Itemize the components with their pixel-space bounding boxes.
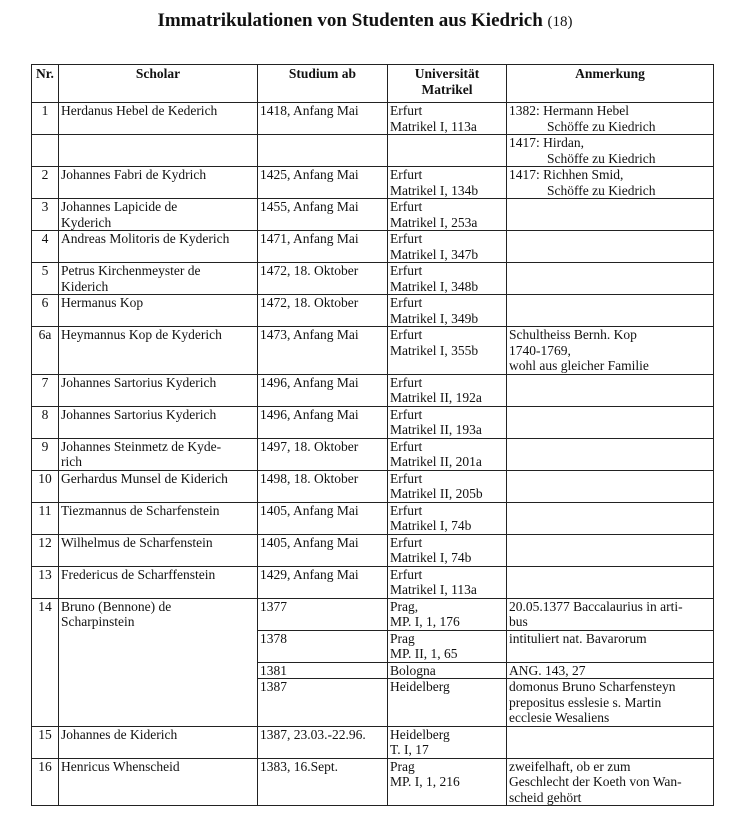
cell-universitaet [388,103,507,135]
cell-universitaet [388,231,507,263]
cell-anmerkung [507,438,714,470]
cell-nr [32,758,59,806]
cell-nr-line: 2 [41,167,49,182]
cell-studium [258,438,388,470]
cell-scholar-line: Scharpinstein [61,614,135,629]
cell-universitaet-line: Heidelberg [390,726,450,742]
header-nr: Nr. [32,65,59,103]
cell-anmerkung-line: wohl aus gleicher Familie [509,358,649,373]
cell-anmerkung-line: 1382: Hermann Hebel [509,103,629,118]
cell-universitaet-line: Bologna [390,662,436,678]
cell-scholar-line: Wilhelmus de Scharfenstein [61,534,213,550]
cell-anmerkung [507,679,714,727]
cell-scholar [59,231,258,263]
title-text: Immatrikulationen von Studenten aus Kiedrich [157,10,543,31]
cell-anmerkung-line: 1740-1769, [509,342,571,358]
cell-anmerkung-line: Geschlecht der Koeth von Wan- [509,774,682,789]
table-row [32,758,714,806]
cell-scholar-line: Bruno (Bennone) de [61,598,172,614]
cell-anmerkung-line: Schöffe zu Kiedrich [547,118,656,134]
cell-universitaet-line: Erfurt [390,103,423,118]
cell-nr-line: 13 [38,566,52,582]
table-row [32,534,714,566]
cell-nr [32,231,59,263]
cell-scholar [59,502,258,534]
cell-universitaet [388,679,507,727]
cell-scholar-line: Kiderich [61,278,109,294]
table-row [32,295,714,327]
cell-anmerkung [507,726,714,758]
cell-studium-line: 1497, 18. Oktober [260,438,359,454]
cell-studium-line: 1496, Anfang Mai [260,406,359,422]
cell-universitaet-line: Matrikel I, 74b [390,518,472,533]
cell-nr [32,295,59,327]
cell-studium [258,470,388,502]
page-title [0,10,730,32]
cell-anmerkung-line: scheid gehört [509,789,582,805]
cell-nr [32,374,59,406]
cell-universitaet-line: Matrikel I, 113a [390,582,477,597]
cell-universitaet-line: Erfurt [390,470,423,486]
cell-universitaet-line: Matrikel II, 193a [390,422,482,437]
cell-universitaet [388,167,507,199]
cell-anmerkung [507,470,714,502]
cell-scholar-line: Andreas Molitoris de Kyderich [61,231,230,246]
cell-anmerkung-line: Schöffe zu Kiedrich [547,150,656,166]
cell-studium-line: 1383, 16.Sept. [260,758,339,774]
cell-nr-line: 8 [41,406,49,422]
cell-scholar-line: Gerhardus Munsel de Kiderich [61,470,228,486]
cell-universitaet-line: Erfurt [390,263,423,278]
cell-nr-line: 7 [41,374,49,390]
cell-scholar-line: Petrus Kirchenmeyster de [61,263,201,278]
cell-universitaet-line: Erfurt [390,327,423,342]
cell-anmerkung-line [509,535,711,551]
cell-anmerkung [507,135,714,167]
cell-nr-line: 6a [38,327,52,342]
cell-universitaet [388,758,507,806]
cell-anmerkung [507,103,714,135]
cell-studium [258,630,388,662]
cell-scholar [59,199,258,231]
cell-studium-line: 1381 [260,662,287,678]
cell-anmerkung-line [509,231,711,247]
cell-nr [32,534,59,566]
cell-universitaet-line: Prag [390,758,415,774]
table-row [32,103,714,135]
cell-anmerkung-line [509,439,711,455]
table-row [32,598,714,630]
cell-universitaet [388,470,507,502]
cell-anmerkung [507,502,714,534]
cell-studium-line: 1378 [260,630,287,646]
cell-scholar [59,566,258,598]
cell-scholar-line: Johannes Steinmetz de Kyde- [61,438,222,454]
cell-anmerkung [507,566,714,598]
cell-anmerkung-line [509,263,711,279]
table-body [32,103,714,806]
cell-nr-line: 1 [41,103,49,118]
cell-universitaet-line: Erfurt [390,438,423,454]
cell-studium-line: 1496, Anfang Mai [260,374,359,390]
cell-universitaet [388,295,507,327]
cell-studium-line: 1472, 18. Oktober [260,295,359,310]
cell-nr-line [34,135,56,151]
cell-anmerkung [507,630,714,662]
cell-anmerkung-line [509,727,711,743]
cell-anmerkung-line: zweifelhaft, ob er zum [509,758,631,774]
cell-universitaet-line: Matrikel I, 349b [390,310,479,326]
cell-universitaet-line: T. I, 17 [390,742,429,757]
cell-universitaet-line: Matrikel II, 201a [390,454,482,469]
cell-anmerkung-line: bus [509,614,528,629]
table-row [32,566,714,598]
table-row [32,406,714,438]
cell-nr [32,199,59,231]
cell-studium [258,726,388,758]
cell-nr-line: 6 [41,295,49,310]
cell-studium [258,679,388,727]
table-row [32,502,714,534]
cell-scholar-line: Johannes Sartorius Kyderich [61,374,217,390]
cell-universitaet-line: Matrikel I, 355b [390,342,479,358]
cell-nr [32,327,59,375]
cell-anmerkung [507,662,714,679]
cell-nr [32,726,59,758]
cell-universitaet [388,502,507,534]
cell-scholar-line: Herdanus Hebel de Kederich [61,103,218,118]
cell-studium [258,199,388,231]
cell-studium [258,167,388,199]
cell-studium-line: 1429, Anfang Mai [260,566,359,582]
cell-scholar [59,406,258,438]
cell-scholar [59,167,258,199]
cell-nr-line: 15 [38,726,52,742]
cell-anmerkung [507,406,714,438]
cell-universitaet [388,263,507,295]
cell-universitaet [388,534,507,566]
cell-universitaet [388,374,507,406]
cell-universitaet-line: Erfurt [390,199,423,214]
header-matrikel-label: Matrikel [421,81,473,97]
cell-nr [32,263,59,295]
cell-scholar-line: Kyderich [61,214,112,230]
table-row [32,438,714,470]
cell-scholar-line [61,135,255,151]
cell-anmerkung [507,598,714,630]
cell-universitaet-line: MP. II, 1, 65 [390,646,458,661]
cell-scholar [59,374,258,406]
cell-universitaet-line: Erfurt [390,502,423,518]
cell-anmerkung-line: ANG. 143, 27 [509,662,586,678]
header-scholar: Scholar [59,65,258,103]
cell-universitaet [388,630,507,662]
cell-scholar-line: Hermanus Kop [61,295,144,310]
cell-nr-line: 12 [38,534,52,550]
cell-nr-line: 10 [38,470,52,486]
cell-anmerkung [507,199,714,231]
cell-anmerkung [507,327,714,375]
matriculation-table [31,64,714,806]
cell-universitaet [388,566,507,598]
cell-studium [258,566,388,598]
cell-scholar [59,135,258,167]
cell-nr [32,406,59,438]
cell-universitaet-line: MP. I, 1, 216 [390,774,460,789]
cell-anmerkung [507,167,714,199]
cell-universitaet [388,438,507,470]
header-anmerkung: Anmerkung [507,65,714,103]
cell-studium-line: 1425, Anfang Mai [260,167,359,182]
cell-nr-line: 4 [41,231,49,246]
cell-anmerkung [507,295,714,327]
cell-studium-line: 1498, 18. Oktober [260,470,359,486]
table-row [32,374,714,406]
cell-anmerkung [507,758,714,806]
cell-studium [258,263,388,295]
cell-studium [258,662,388,679]
cell-universitaet-line: MP. I, 1, 176 [390,614,460,629]
cell-universitaet-line: Erfurt [390,167,423,182]
page-number: (18) [547,14,573,30]
cell-anmerkung-line [509,407,711,423]
cell-scholar [59,263,258,295]
cell-anmerkung-line: 1417: Hirdan, [509,135,584,150]
cell-scholar-line: Johannes Lapicide de [61,199,178,214]
cell-studium [258,231,388,263]
cell-studium [258,295,388,327]
cell-studium [258,502,388,534]
cell-scholar [59,438,258,470]
cell-scholar [59,758,258,806]
cell-studium [258,406,388,438]
cell-nr [32,598,59,726]
cell-scholar-line: Heymannus Kop de Kyderich [61,327,222,342]
cell-universitaet-line: Erfurt [390,534,423,550]
cell-universitaet [388,135,507,167]
cell-universitaet [388,406,507,438]
cell-studium [258,374,388,406]
cell-anmerkung [507,374,714,406]
cell-universitaet-line: Erfurt [390,374,423,390]
cell-scholar-line: Henricus Whenscheid [61,758,180,774]
cell-anmerkung-line: domonus Bruno Scharfensteyn [509,679,676,694]
cell-universitaet-line: Erfurt [390,406,423,422]
cell-universitaet-line: Matrikel II, 205b [390,486,483,501]
table-row [32,726,714,758]
cell-studium-line: 1405, Anfang Mai [260,502,359,518]
cell-anmerkung-line: Schultheiss Bernh. Kop [509,327,637,342]
cell-scholar [59,295,258,327]
cell-anmerkung [507,231,714,263]
cell-anmerkung [507,263,714,295]
cell-anmerkung [507,534,714,566]
cell-anmerkung-line: 20.05.1377 Baccalaurius in arti- [509,598,683,614]
cell-studium [258,598,388,630]
cell-studium-line: 1472, 18. Oktober [260,263,359,278]
table-row [32,135,714,167]
cell-studium [258,327,388,375]
table-row [32,263,714,295]
cell-anmerkung-line [509,503,711,519]
cell-studium-line: 1387, 23.03.-22.96. [260,726,366,742]
cell-anmerkung-line: 1417: Richhen Smid, [509,167,624,182]
cell-scholar-line: Johannes Fabri de Kydrich [61,167,207,182]
cell-nr-line: 5 [41,263,49,278]
cell-scholar [59,534,258,566]
cell-universitaet-line: Matrikel I, 74b [390,550,472,565]
cell-nr-line: 16 [38,758,52,774]
cell-anmerkung-line [509,471,711,487]
cell-universitaet-line: Prag, [390,598,419,614]
cell-nr [32,103,59,135]
cell-anmerkung-line: prepositus esslesie s. Martin [509,694,662,710]
table-header-row [32,65,714,103]
header-studium: Studium ab [258,65,388,103]
cell-scholar-line: Johannes de Kiderich [61,726,178,742]
cell-studium-line [260,135,385,151]
cell-universitaet [388,726,507,758]
cell-universitaet-line: Matrikel I, 134b [390,182,479,198]
cell-anmerkung-line: ecclesie Wesaliens [509,710,610,725]
cell-scholar-line: Johannes Sartorius Kyderich [61,406,217,422]
table-row [32,231,714,263]
cell-anmerkung-line: Schöffe zu Kiedrich [547,182,656,198]
cell-scholar [59,726,258,758]
cell-studium [258,103,388,135]
cell-scholar-line: rich [61,454,82,469]
cell-nr-line: 3 [41,199,49,214]
cell-nr [32,566,59,598]
cell-universitaet-line: Prag [390,630,415,646]
cell-universitaet-line: Matrikel I, 347b [390,246,479,262]
cell-universitaet-line: Erfurt [390,231,423,246]
cell-universitaet-line: Matrikel I, 348b [390,278,479,294]
table-row [32,199,714,231]
cell-nr [32,167,59,199]
cell-nr-line: 14 [38,598,52,614]
cell-scholar [59,598,258,726]
cell-universitaet-line: Matrikel I, 253a [390,214,478,230]
header-universitaet [388,65,507,103]
header-universitaet-label: Universität [414,66,480,81]
cell-universitaet-line: Erfurt [390,566,423,582]
cell-anmerkung-line [509,567,711,583]
cell-universitaet-line: Matrikel I, 113a [390,118,477,134]
cell-universitaet [388,327,507,375]
cell-nr [32,502,59,534]
cell-nr [32,135,59,167]
table-row [32,327,714,375]
cell-scholar [59,327,258,375]
cell-scholar [59,103,258,135]
cell-nr-line: 9 [41,438,49,454]
cell-studium [258,534,388,566]
cell-studium-line: 1455, Anfang Mai [260,199,359,214]
cell-studium-line: 1418, Anfang Mai [260,103,359,118]
cell-scholar [59,470,258,502]
cell-nr-line: 11 [38,502,52,518]
cell-studium [258,135,388,167]
cell-anmerkung-line: intituliert nat. Bavarorum [509,630,647,646]
cell-universitaet-line [390,135,504,151]
cell-universitaet [388,662,507,679]
cell-studium-line: 1473, Anfang Mai [260,327,359,342]
cell-studium-line: 1405, Anfang Mai [260,534,359,550]
cell-universitaet-line: Heidelberg [390,679,450,694]
cell-universitaet-line: Erfurt [390,295,423,310]
table-row [32,470,714,502]
table-row [32,167,714,199]
cell-nr [32,470,59,502]
cell-studium [258,758,388,806]
cell-anmerkung-line [509,295,711,311]
cell-nr [32,438,59,470]
cell-anmerkung-line [509,199,711,215]
cell-universitaet [388,598,507,630]
cell-anmerkung-line [509,375,711,391]
cell-universitaet [388,199,507,231]
cell-studium-line: 1387 [260,679,287,694]
cell-scholar-line: Fredericus de Scharffenstein [61,566,216,582]
cell-studium-line: 1471, Anfang Mai [260,231,359,246]
cell-studium-line: 1377 [260,598,287,614]
cell-universitaet-line: Matrikel II, 192a [390,390,482,405]
cell-scholar-line: Tiezmannus de Scharfenstein [61,502,220,518]
